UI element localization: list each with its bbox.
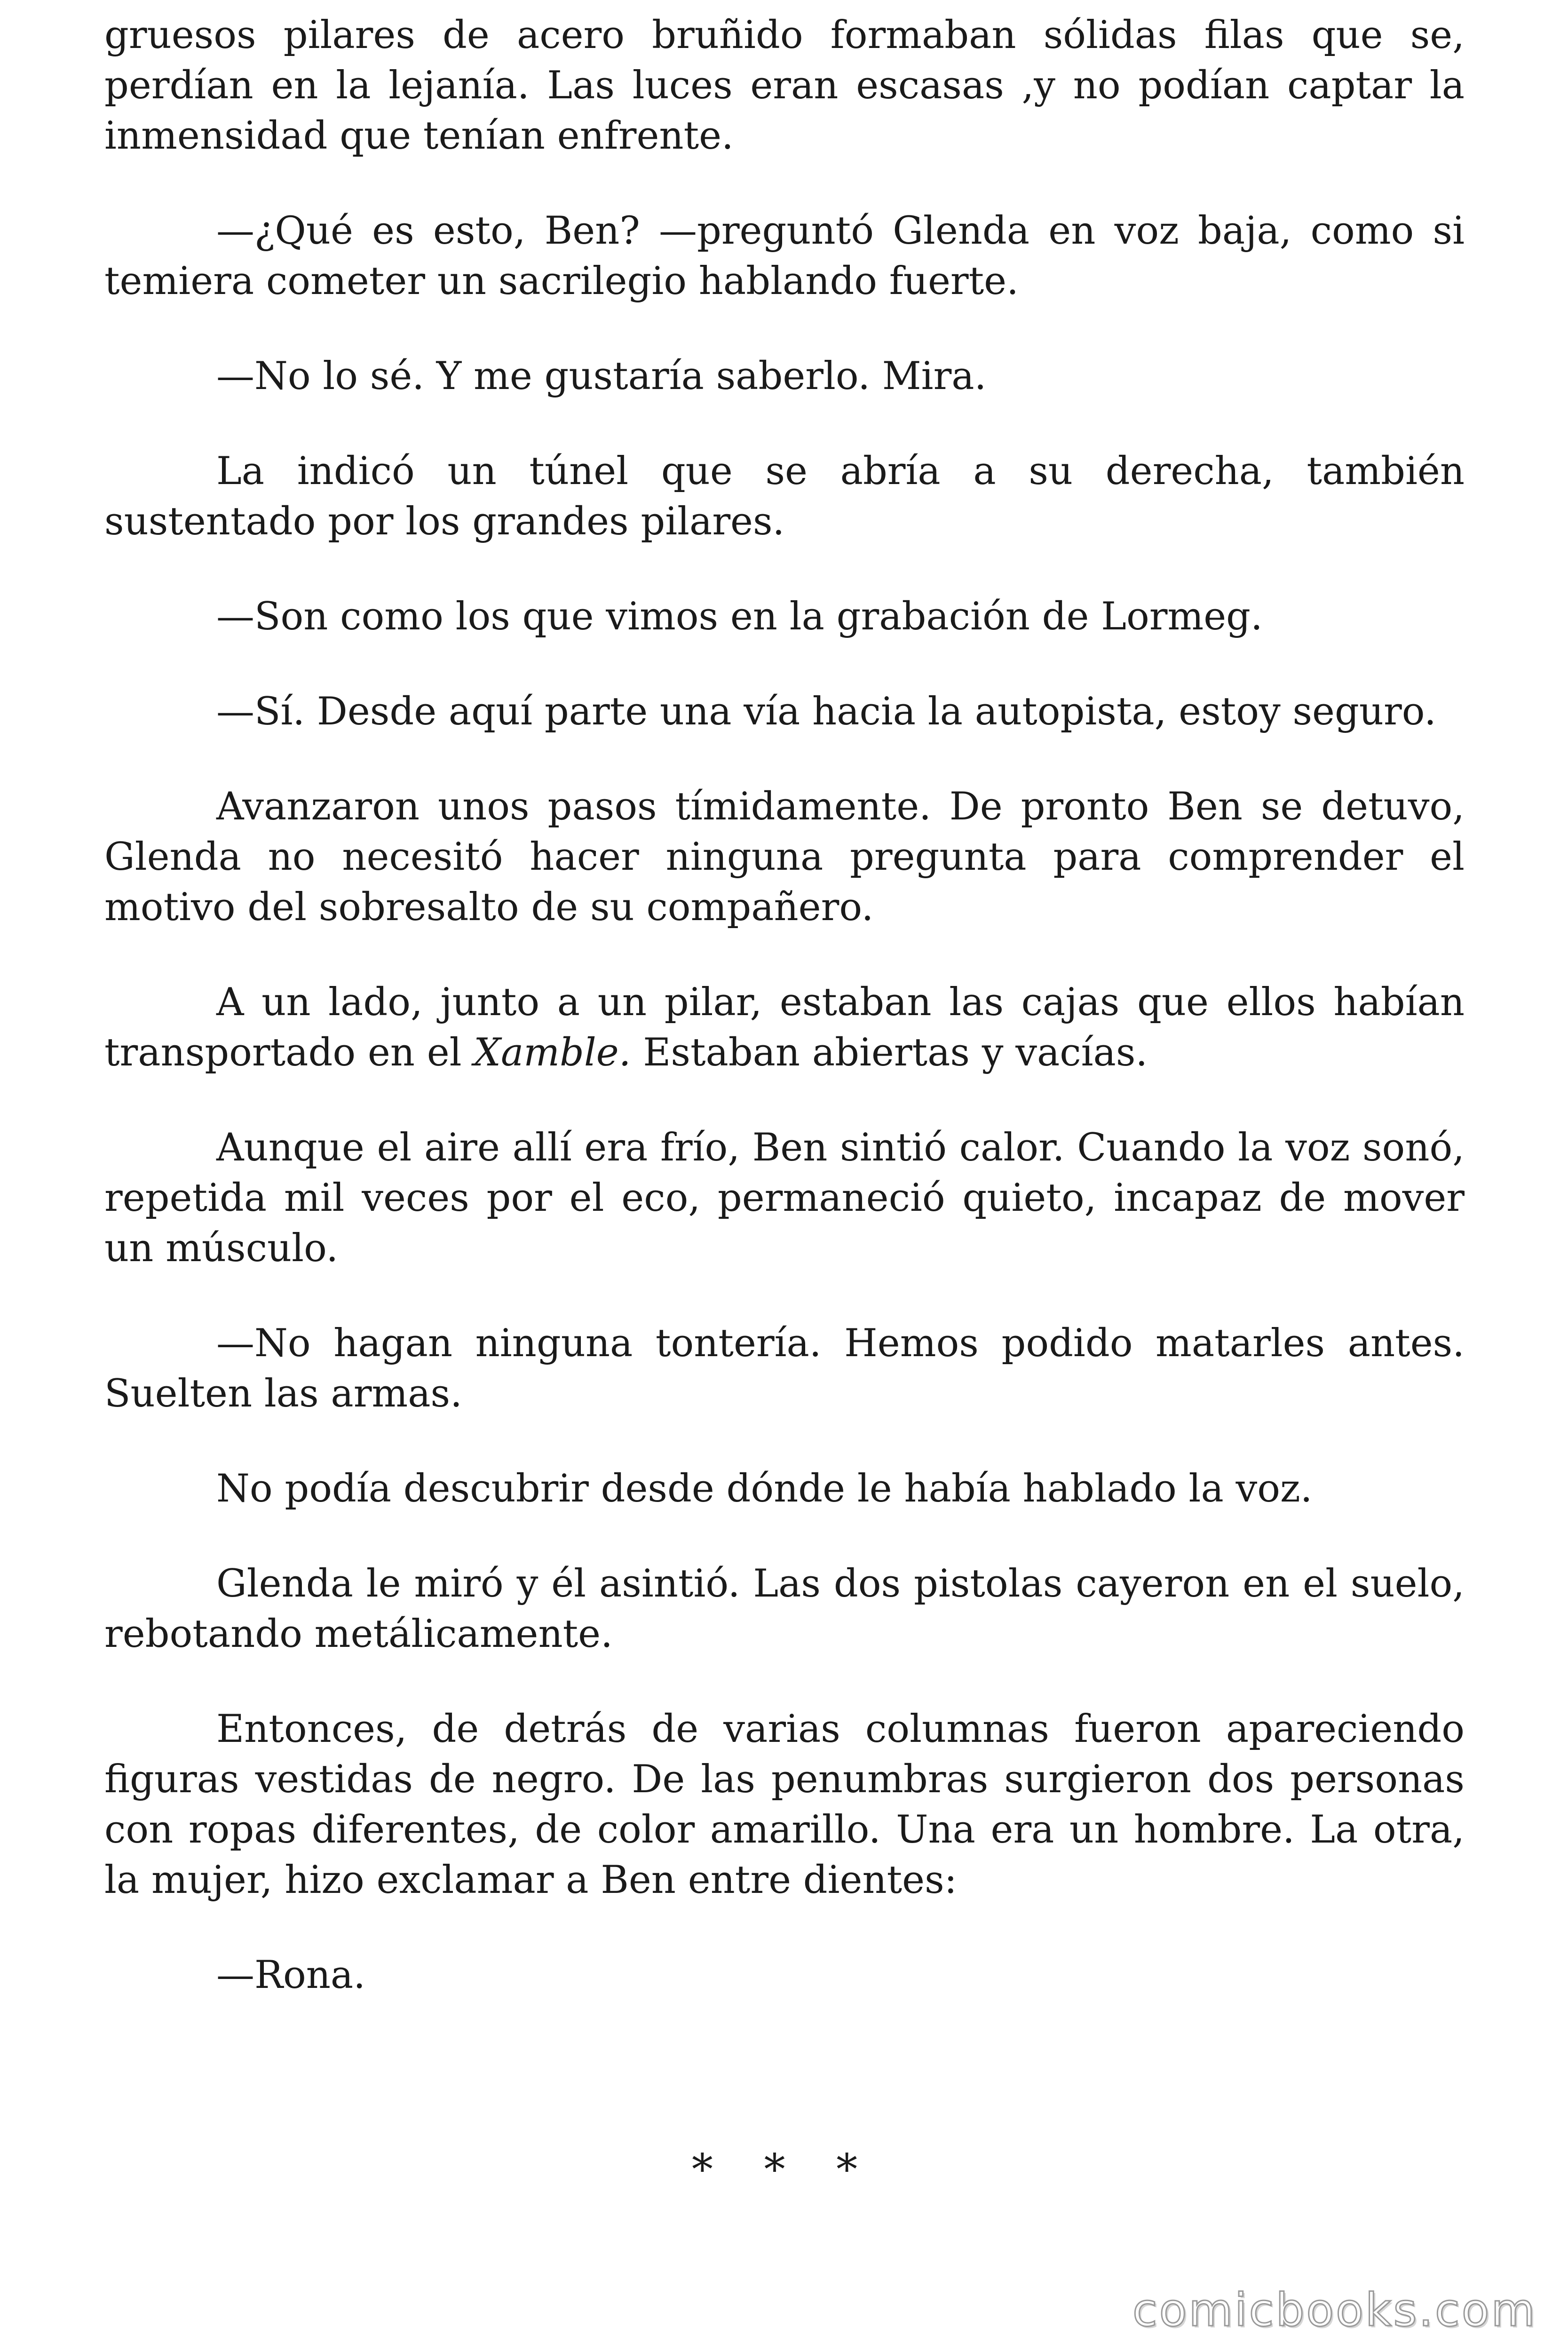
- section-separator: * * *: [691, 2145, 877, 2194]
- paragraph: —No hagan ninguna tontería. Hemos podido matarles antes. Suelten las armas.: [104, 1321, 1465, 1416]
- paragraph: —Rona.: [216, 1953, 365, 1997]
- paragraph: No podía descubrir desde dónde le había hablado la voz.: [216, 1467, 1313, 1511]
- paragraph-text: A un lado, junto a un pilar, estaban las cajas que ellos habían transportado en el: [104, 980, 1465, 1075]
- body-text: [104, 10, 1465, 2001]
- paragraph: Glenda le miró y él asintió. Las dos pistolas cayeron en el suelo, rebotando metálicamente.: [104, 1562, 1465, 1656]
- paragraph: —Son como los que vimos en la grabación de Lormeg.: [216, 595, 1263, 639]
- paragraph: —Sí. Desde aquí parte una vía hacia la autopista, estoy seguro.: [216, 690, 1436, 734]
- watermark-logo: comicbooks.com: [1132, 2284, 1537, 2336]
- paragraph: —No lo sé. Y me gustaría saberlo. Mira.: [216, 354, 987, 398]
- paragraph: gruesos pilares de acero bruñido formaban sólidas filas que se, perdían en la lejanía. Las luces eran escasas ,y no podían captar la inmensidad que tenían enfrente.: [104, 13, 1465, 158]
- paragraph: La indicó un túnel que se abría a su derecha, también sustentado por los grandes pilares.: [104, 449, 1465, 544]
- paragraph-text: Estaban abiertas y vacías.: [631, 1031, 1148, 1075]
- paragraph: —¿Qué es esto, Ben? —preguntó Glenda en voz baja, como si temiera cometer un sacrilegio hablando fuerte.: [104, 209, 1465, 303]
- paragraph: Avanzaron unos pasos tímidamente. De pronto Ben se detuvo, Glenda no necesitó hacer ninguna pregunta para comprender el motivo del sobresalto de su compañero.: [104, 785, 1465, 930]
- paragraph: [104, 977, 1465, 1078]
- paragraph: Entonces, de detrás de varias columnas fueron apareciendo figuras vestidas de negro. De las penumbras surgieron dos personas con ropas diferentes, de color amarillo. Una era un hombre. La otra, la mujer, hizo exclamar a Ben entre dientes:: [104, 1707, 1465, 1902]
- paragraph: Aunque el aire allí era frío, Ben sintió calor. Cuando la voz sonó, repetida mil veces por el eco, permaneció quieto, incapaz de mover un músculo.: [104, 1126, 1465, 1271]
- italic-ship-name: Xamble.: [474, 1031, 631, 1075]
